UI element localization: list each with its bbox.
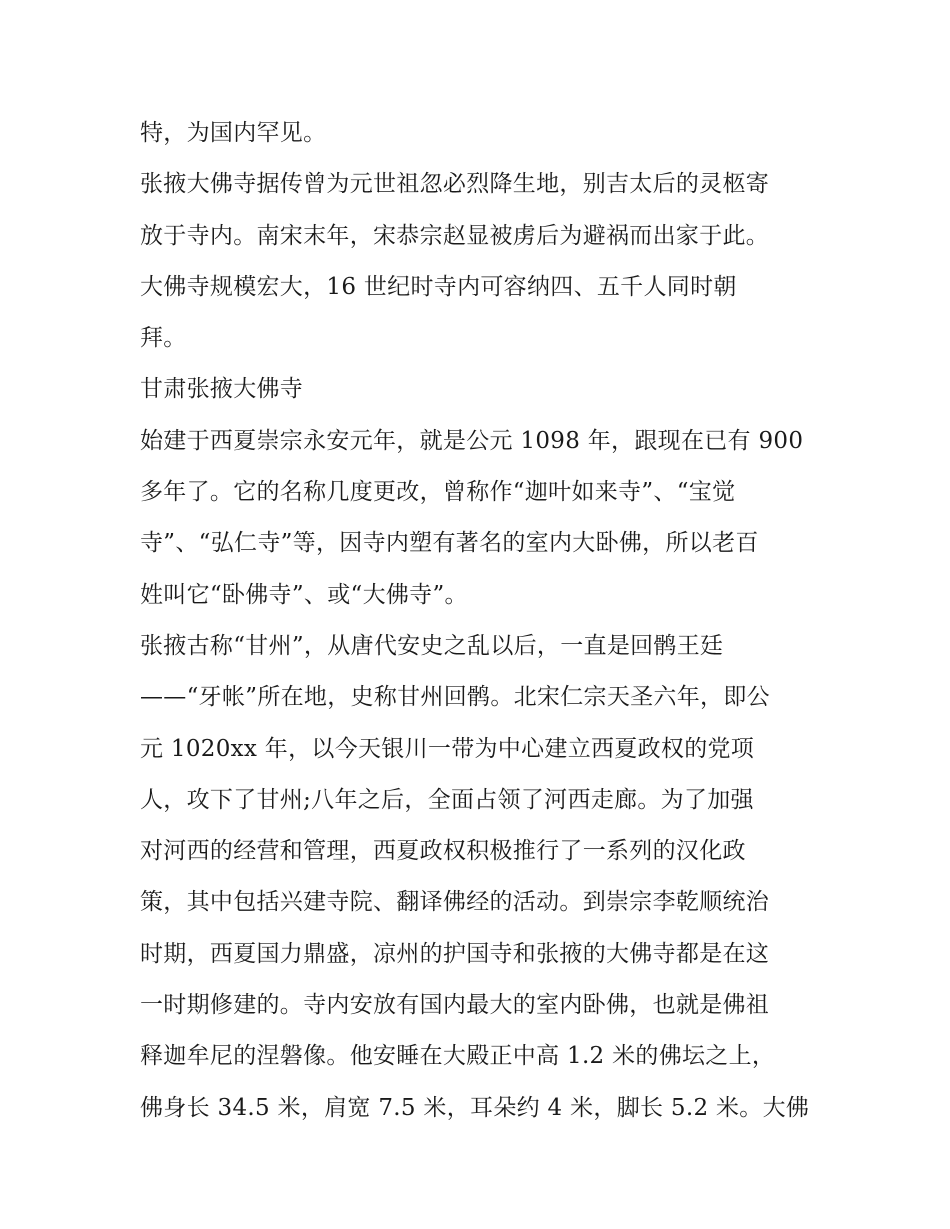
text-line: 大佛寺规模宏大，16 世纪时寺内可容纳四、五千人同时朝: [140, 273, 737, 300]
text-line: 拜。: [140, 325, 187, 352]
text-line: 张掖古称“甘州”，从唐代安史之乱以后，一直是回鹘王廷: [140, 632, 724, 659]
text-line: 姓叫它“卧佛寺”、或“大佛寺”。: [140, 581, 468, 608]
body-text: [140, 108, 830, 1134]
text-line: 对河西的经营和管理，西夏政权积极推行了一系列的汉化政: [140, 838, 746, 865]
text-line: 时期，西夏国力鼎盛，凉州的护国寺和张掖的大佛寺都是在这: [140, 940, 770, 967]
text-line: 策，其中包括兴建寺院、翻译佛经的活动。到崇宗李乾顺统治: [140, 889, 770, 916]
text-line: 特，为国内罕见。: [140, 120, 327, 146]
section-heading: 甘肃张掖大佛寺: [140, 376, 304, 403]
text-line: ——“牙帐”所在地，史称甘州回鹘。北宋仁宗天圣六年，即公: [140, 684, 770, 711]
text-line: 人，攻下了甘州;八年之后，全面占领了河西走廊。为了加强: [140, 786, 754, 813]
text-line: 始建于西夏崇宗永安元年，就是公元 1098 年，跟现在已有 900: [140, 427, 804, 454]
text-line: 元 1020xx 年，以今天银川一带为中心建立西夏政权的党项: [140, 735, 755, 762]
text-line: 释迦牟尼的涅磐像。他安睡在大殿正中高 1.2 米的佛坛之上，: [140, 1043, 776, 1070]
text-line: 寺”、“弘仁寺”等，因寺内塑有著名的室内大卧佛，所以老百: [140, 530, 759, 557]
text-line: 放于寺内。南宋末年，宋恭宗赵显被虏后为避祸而出家于此。: [140, 222, 770, 249]
text-line: 张掖大佛寺据传曾为元世祖忽必烈降生地，别吉太后的灵柩寄: [140, 171, 770, 198]
text-line: 佛身长 34.5 米，肩宽 7.5 米，耳朵约 4 米，脚长 5.2 米。大佛: [140, 1094, 810, 1121]
text-line: 一时期修建的。寺内安放有国内最大的室内卧佛，也就是佛祖: [140, 992, 770, 1019]
text-line: 多年了。它的名称几度更改，曾称作“迦叶如来寺”、“宝觉: [140, 479, 736, 506]
